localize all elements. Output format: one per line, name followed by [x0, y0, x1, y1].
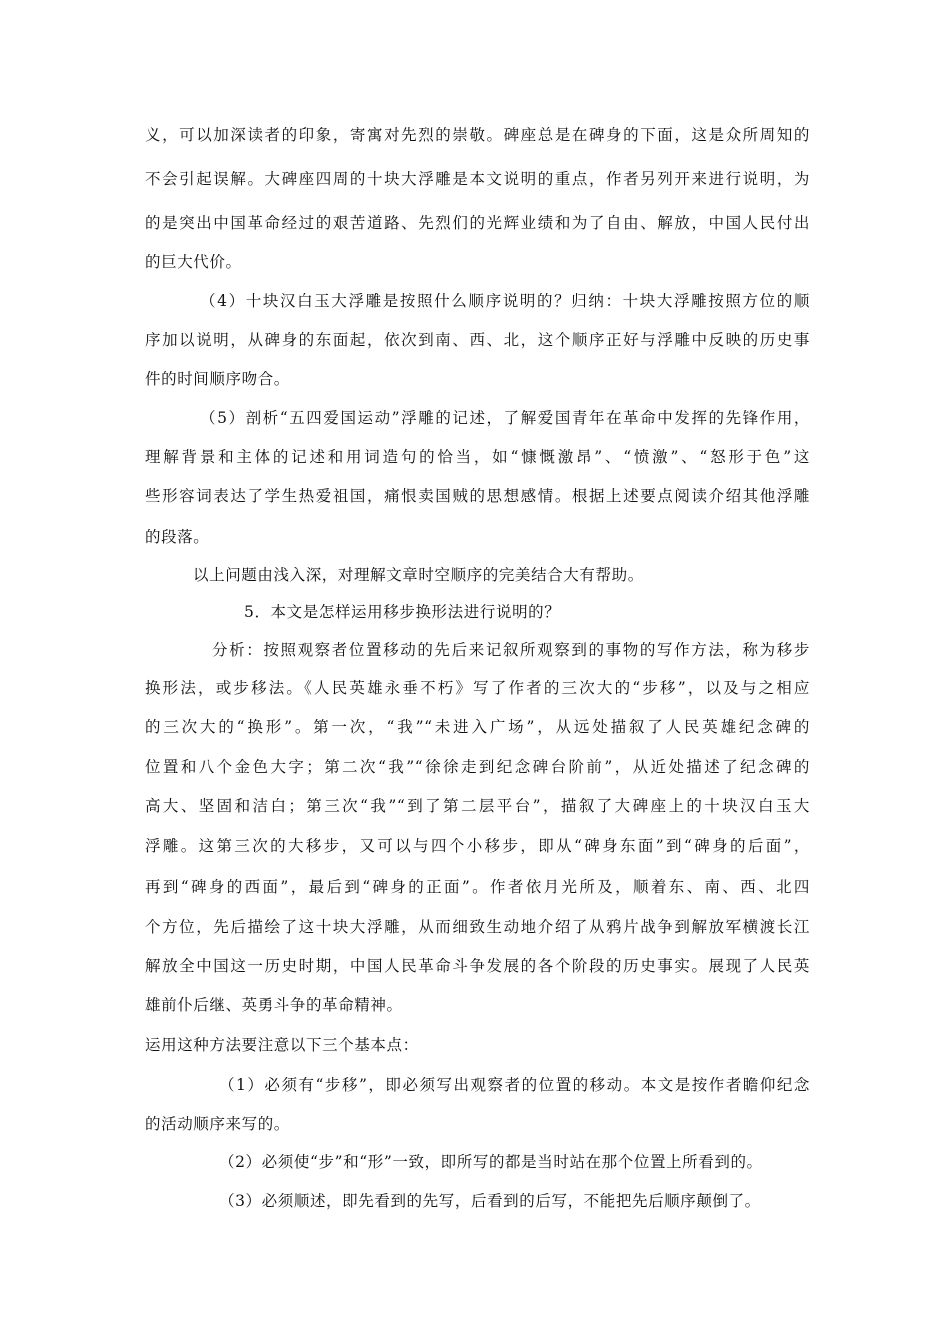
text-line: （5）剖析“五四爱国运动”浮雕的记述，了解爱国青年在革命中发挥的先锋作用， — [200, 409, 810, 427]
text-line: 些形容词表达了学生热爱祖国，痛恨卖国贼的思想感情。根据上述要点阅读介绍其他浮雕 — [145, 487, 810, 505]
text-line: （2）必须使“步”和“形”一致，即所写的都是当时站在那个位置上所看到的。 — [219, 1153, 763, 1171]
text-line: 的巨大代价。 — [145, 253, 242, 271]
text-line: 位置和八个金色大字；第二次“我”“徐徐走到纪念碑台阶前”，从近处描述了纪念碑的 — [145, 758, 810, 776]
text-line: 个方位，先后描绘了这十块大浮雕，从而细致生动地介绍了从鸦片战争到解放军横渡长江 — [145, 918, 810, 936]
text-line: 件的时间顺序吻合。 — [145, 370, 290, 388]
text-line: （1）必须有“步移”，即必须写出观察者的位置的移动。本文是按作者瞻仰纪念 — [219, 1076, 810, 1094]
text-line: 解放全中国这一历史时期，中国人民革命斗争发展的各个阶段的历史事实。展现了人民英 — [145, 957, 810, 975]
text-line: 运用这种方法要注意以下三个基本点： — [145, 1036, 419, 1054]
text-line: 理解背景和主体的记述和用词造句的恰当，如“慷慨激昂”、“愤激”、“怒形于色”这 — [145, 448, 810, 466]
text-line: （4）十块汉白玉大浮雕是按照什么顺序说明的？归纳：十块大浮雕按照方位的顺 — [200, 292, 810, 310]
text-line: 分析：按照观察者位置移动的先后来记叙所观察到的事物的写作方法，称为移步 — [212, 641, 810, 659]
text-line: 不会引起误解。大碑座四周的十块大浮雕是本文说明的重点，作者另列开来进行说明，为 — [145, 170, 810, 188]
text-line: 雄前仆后继、英勇斗争的革命精神。 — [145, 996, 403, 1014]
text-line: 浮雕。这第三次的大移步，又可以与四个小移步，即从“碑身东面”到“碑身的后面”， — [145, 837, 810, 855]
text-line: 换形法，或步移法。《人民英雄永垂不朽》写了作者的三次大的“步移”，以及与之相应 — [145, 679, 810, 697]
text-line: 的段落。 — [145, 528, 210, 546]
text-line: 的是突出中国革命经过的艰苦道路、先烈们的光辉业绩和为了自由、解放，中国人民付出 — [145, 214, 810, 232]
text-line: 再到“碑身的西面”，最后到“碑身的正面”。作者依月光所及，顺着东、南、西、北四 — [145, 878, 810, 896]
text-line: 义，可以加深读者的印象，寄寓对先烈的崇敬。碑座总是在碑身的下面，这是众所周知的 — [145, 126, 810, 144]
text-line: 高大、坚固和洁白；第三次“我”“到了第二层平台”，描叙了大碑座上的十块汉白玉大 — [145, 797, 810, 815]
text-line: （3）必须顺述，即先看到的先写，后看到的后写，不能把先后顺序颠倒了。 — [219, 1192, 761, 1210]
text-line: 以上问题由浅入深，对理解文章时空顺序的完美结合大有帮助。 — [193, 566, 644, 584]
text-line: 的三次大的“换形”。第一次，“我”“未进入广场”，从远处描叙了人民英雄纪念碑的 — [145, 718, 810, 736]
text-line: 的活动顺序来写的。 — [145, 1115, 290, 1133]
text-line: 序加以说明，从碑身的东面起，依次到南、西、北，这个顺序正好与浮雕中反映的历史事 — [145, 331, 810, 349]
section-heading: 5．本文是怎样运用移步换形法进行说明的？ — [244, 603, 561, 621]
